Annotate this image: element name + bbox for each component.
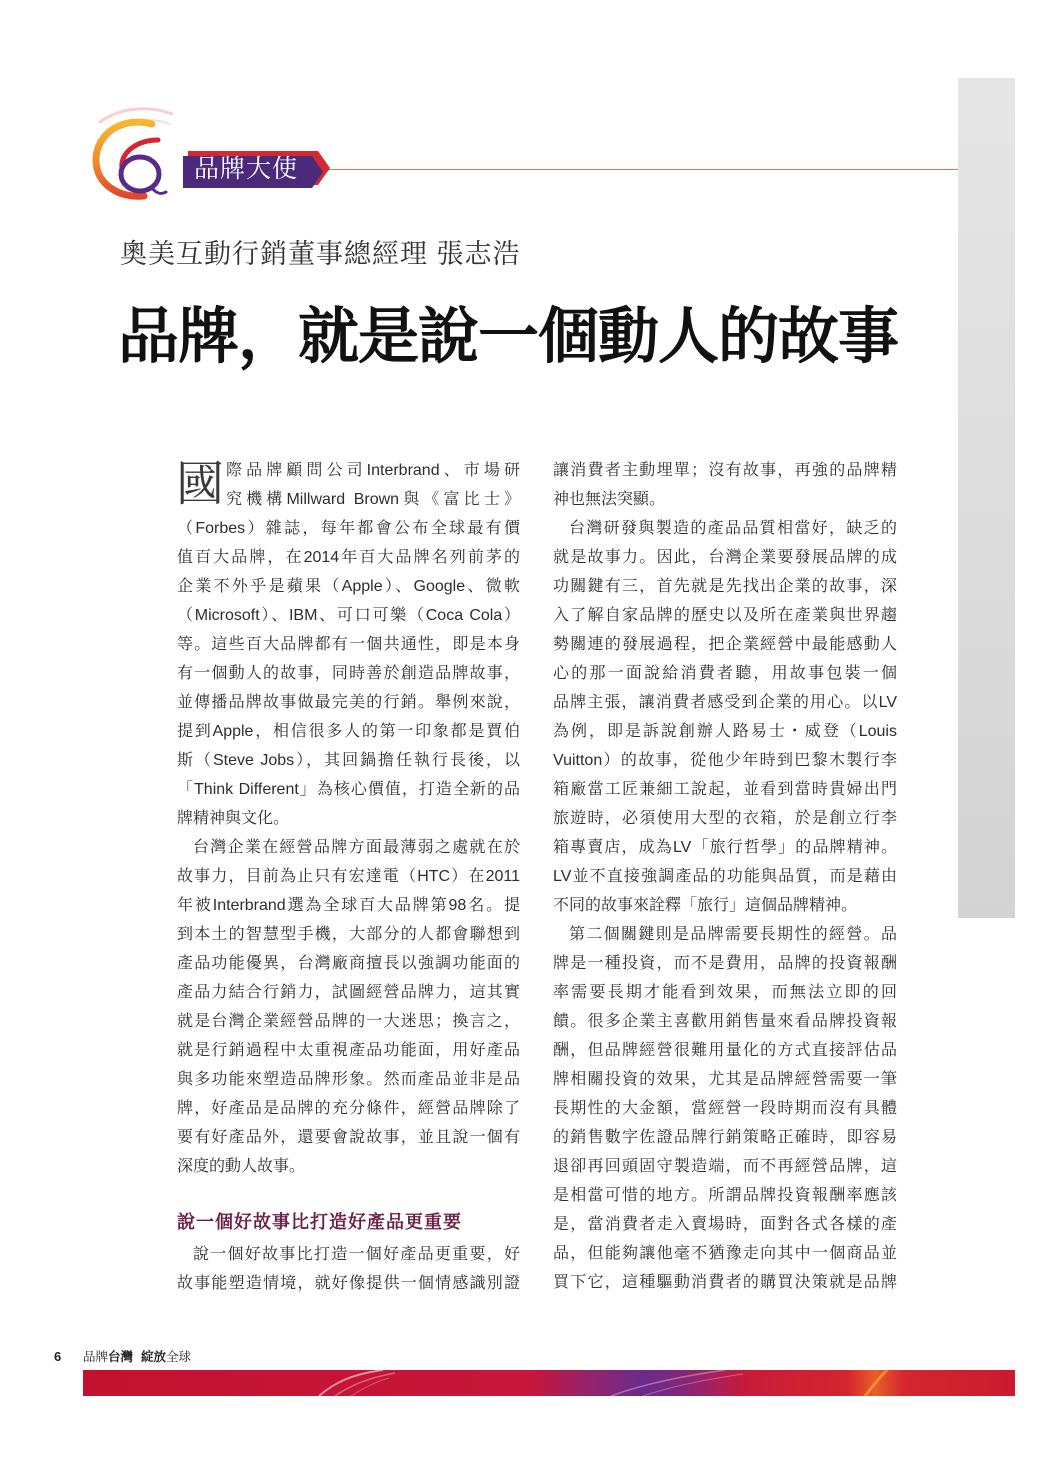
article-line: 牌是一種投資，而不是費用，品牌的投資報酬 [553, 955, 897, 972]
article-line: 品，但能夠讓他毫不猶豫走向其中一個商品並 [553, 1245, 897, 1262]
section-tag-label: 品牌大使 [194, 155, 299, 183]
header-rule-line [322, 169, 958, 170]
article-line: 與多功能來塑造品牌形象。然而產品並非是品 [177, 1071, 520, 1088]
article-line: 就是故事力。因此，台灣企業要發展品牌的成 [553, 549, 897, 566]
article-line: 故事能塑造情境，就好像提供一個情感識別證 [177, 1275, 520, 1292]
section-subheading: 說一個好故事比打造好產品更重要 [177, 1212, 462, 1232]
article-line: 入了解自家品牌的歷史以及所在產業與世界趨 [553, 607, 897, 624]
article-line: 「Think Different」為核心價值，打造全新的品 [177, 781, 520, 798]
article-line: 說一個好故事比打造一個好產品更重要，好 [193, 1246, 520, 1263]
article-line: 不同的故事來詮釋「旅行」這個品牌精神。 [553, 897, 858, 914]
article-line: 牌相關投資的效果，尤其是品牌經營需要一筆 [553, 1071, 897, 1088]
article-line: 旅遊時，必須使用大型的衣箱，於是創立行李 [553, 810, 897, 827]
footer-brand [83, 1349, 191, 1365]
article-line: 神也無法突顯。 [553, 491, 666, 508]
article-line: 究機構Millward Brown與《富比士》 [226, 491, 520, 508]
article-line: 台灣研發與製造的產品品質相當好，缺乏的 [569, 520, 897, 537]
article-line: 是相當可惜的地方。所謂品牌投資報酬率應該 [553, 1187, 897, 1204]
article-line: LV並不直接強調產品的功能與品質，而是藉由 [553, 868, 897, 885]
brushstroke-decoration-icon [83, 1370, 1015, 1396]
side-gray-band [958, 78, 1015, 918]
article-line: 為例，即是訴說創辦人路易士・威登（Louis [553, 723, 897, 740]
article-line: 品牌主張，讓消費者感受到企業的用心。以LV [553, 694, 897, 711]
article-line: 年被Interbrand選為全球百大品牌第98名。提 [177, 897, 520, 914]
article-line: 深度的動人故事。 [177, 1158, 306, 1175]
article-line: 際品牌顧問公司Interbrand、市場研 [226, 462, 520, 479]
article-line: 台灣企業在經營品牌方面最薄弱之處就在於 [193, 839, 520, 856]
article-line: 企業不外乎是蘋果（Apple）、Google、微軟 [177, 578, 520, 595]
left-column [177, 456, 520, 1181]
article-line: 饋。很多企業主喜歡用銷售量來看品牌投資報 [553, 1013, 897, 1030]
article-line: 買下它，這種驅動消費者的購買決策就是品牌 [553, 1274, 897, 1291]
article-line: 有一個動人的故事，同時善於創造品牌故事， [177, 665, 520, 682]
article-line: （Microsoft）、IBM、可口可樂（Coca Cola） [177, 607, 520, 624]
article-line: 讓消費者主動埋單；沒有故事，再強的品牌精 [553, 462, 897, 479]
footer-brand-part-bold: 台灣 [108, 1350, 134, 1364]
footer-brand-part: 全球 [166, 1350, 192, 1364]
article-line: （Forbes）雜誌，每年都會公布全球最有價 [177, 520, 520, 537]
article-line: 箱專賣店，成為LV「旅行哲學」的品牌精神。 [553, 839, 897, 856]
article-line: 等。這些百大品牌都有一個共通性，即是本身 [177, 636, 520, 653]
article-line: 勢關連的發展過程，把企業經營中最能感動人 [553, 636, 897, 653]
left-column-continued [177, 1240, 520, 1298]
article-line: 斯（Steve Jobs），其回鍋擔任執行長後，以 [177, 752, 520, 769]
article-line: 牌，好產品是品牌的充分條件，經營品牌除了 [177, 1100, 520, 1117]
footer-brand-part-bold: 綻放 [141, 1350, 167, 1364]
page-number: 6 [54, 1349, 62, 1364]
article-line: 就是台灣企業經營品牌的一大迷思；換言之， [177, 1013, 520, 1030]
article-line: 長期性的大金額，當經營一段時期而沒有具體 [553, 1100, 897, 1117]
article-line: 產品功能優異，台灣廠商擅長以強調功能面的 [177, 955, 520, 972]
footer-brand-part: 品牌 [83, 1350, 109, 1364]
article-line: 率需要長期才能看到效果，而無法立即的回 [553, 984, 897, 1001]
article-line: 退卻再回頭固守製造端，而不再經營品牌，這 [553, 1158, 897, 1175]
article-line: 箱廠當工匠兼細工說起，並看到當時貴婦出門 [553, 781, 897, 798]
footer-color-bar [83, 1370, 1015, 1396]
article-line: 產品力結合行銷力，試圖經營品牌力，這其實 [177, 984, 520, 1001]
article-line: 要有好產品外，還要會說故事，並且說一個有 [177, 1129, 520, 1146]
article-title: 品牌，就是說一個動人的故事 [118, 302, 899, 370]
swirl-logo-icon [60, 100, 180, 210]
article-line: Vuitton）的故事，從他少年時到巴黎木製行李 [553, 752, 897, 769]
article-line: 酬，但品牌經營很難用量化的方式直接評估品 [553, 1042, 897, 1059]
article-line: 的銷售數字佐證品牌行銷策略正確時，即容易 [553, 1129, 897, 1146]
article-line: 到本土的智慧型手機，大部分的人都會聯想到 [177, 926, 520, 943]
article-line: 心的那一面說給消費者聽，用故事包裝一個 [553, 665, 897, 682]
article-line: 值百大品牌，在2014年百大品牌名列前茅的 [177, 549, 520, 566]
article-line: 故事力，目前為止只有宏達電（HTC）在2011 [177, 868, 520, 885]
drop-cap: 國 [176, 458, 225, 511]
article-line: 提到Apple，相信很多人的第一印象都是賈伯 [177, 723, 520, 740]
article-line: 功關鍵有三，首先就是先找出企業的故事，深 [553, 578, 897, 595]
author-byline: 奧美互動行銷董事總經理 張志浩 [120, 239, 521, 269]
article-line: 第二個關鍵則是品牌需要長期性的經營。品 [569, 926, 897, 943]
right-column [553, 456, 897, 1297]
article-line: 並傳播品牌故事做最完美的行銷。舉例來說， [177, 694, 520, 711]
article-line: 就是行銷過程中太重視產品功能面，用好產品 [177, 1042, 520, 1059]
article-line: 是，當消費者走入賣場時，面對各式各樣的產 [553, 1216, 897, 1233]
article-line: 牌精神與文化。 [177, 810, 290, 827]
